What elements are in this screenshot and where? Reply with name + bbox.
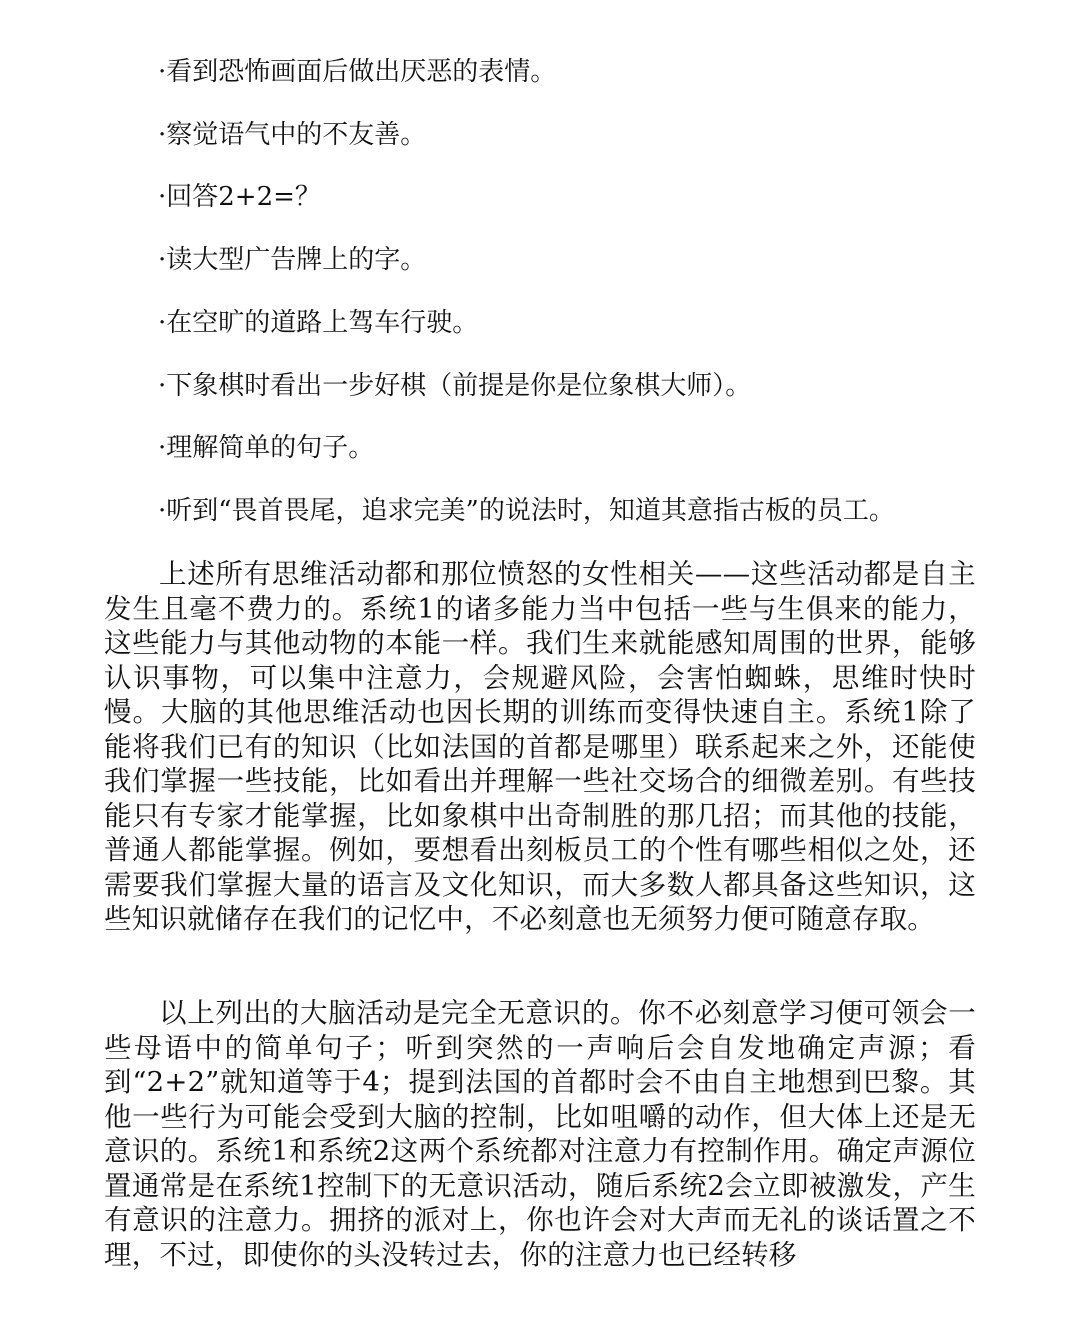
- bullet-item: ·理解简单的句子。: [158, 433, 375, 463]
- bullet-item: ·下象棋时看出一步好棋（前提是你是位象棋大师）。: [158, 371, 752, 401]
- body-paragraph: 上述所有思维活动都和那位愤怒的女性相关——这些活动都是自主发生且毫不费力的。系统1的诸多能力当中包括一些与生俱来的能力，这些能力与其他动物的本能一样。我们生来就能感知周围的世界，能够认识事物，可以集中注意力，会规避风险，会害怕蜘蛛，思维时快时慢。大脑的其他思维活动也因长期的训练而变得快速自主。系统1除了能将我们已有的知识（比如法国的首都是哪里）联系起来之外，还能使我们掌握一些技能，比如看出并理解一些社交场合的细微差别。有些技能只有专家才能掌握，比如象棋中出奇制胜的那几招；而其他的技能，普通人都能掌握。例如，要想看出刻板员工的个性有哪些相似之处，还需要我们掌握大量的语言及文化知识，而大多数人都具备这些知识，这些知识就储存在我们的记忆中，不必刻意也无须努力便可随意存取。: [104, 558, 976, 935]
- bullet-item: ·看到恐怖画面后做出厌恶的表情。: [158, 57, 557, 87]
- bullet-item: ·在空旷的道路上驾车行驶。: [158, 308, 479, 338]
- bullet-item: ·听到“畏首畏尾，追求完美”的说法时，知道其意指古板的员工。: [158, 496, 895, 526]
- body-paragraph: 以上列出的大脑活动是完全无意识的。你不必刻意学习便可领会一些母语中的简单句子；听到突然的一声响后会自发地确定声源；看到“2+2”就知道等于4；提到法国的首都时会不由自主地想到巴黎。其他一些行为可能会受到大脑的控制，比如咀嚼的动作，但大体上还是无意识的。系统1和系统2这两个系统都对注意力有控制作用。确定声源位置通常是在系统1控制下的无意识活动，随后系统2会立即被激发，产生有意识的注意力。拥挤的派对上，你也许会对大声而无礼的谈话置之不理，不过，即使你的头没转过去，你的注意力也已经转移: [104, 997, 976, 1271]
- bullet-item: ·回答2+2=？: [158, 182, 321, 212]
- bullet-item: ·察觉语气中的不友善。: [158, 120, 427, 150]
- bullet-item: ·读大型广告牌上的字。: [158, 245, 427, 275]
